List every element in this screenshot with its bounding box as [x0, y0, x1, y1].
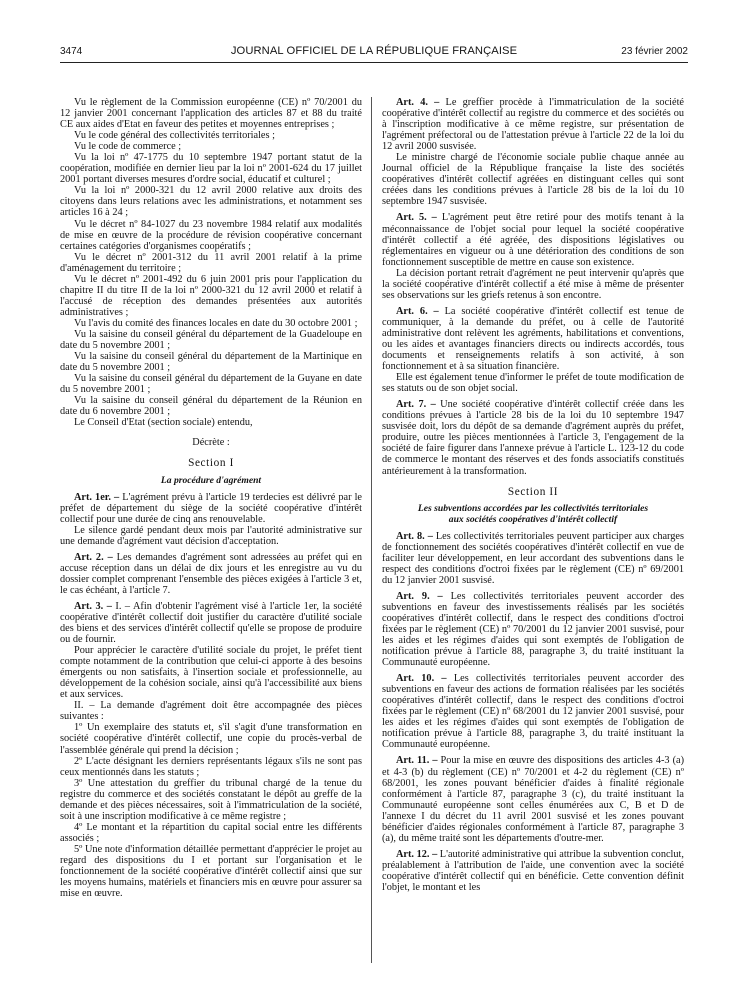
paragraph: Le ministre chargé de l'économie sociale publie chaque année au Journal officiel de la République française la liste des sociétés coopératives d'intérêt collectif agréées en distinguant celles qui sont créées dans les conditions prévues à l'article 28 bis de la loi du 10 septembre 1947 susvisée. [382, 152, 684, 208]
article-6 [382, 306, 684, 372]
article-7 [382, 399, 684, 476]
article-text: L'agrément prévu à l'article 19 terdecies est délivré par le préfet de département du siège de la société coopérative d'intérêt collectif pour une durée de cinq ans renouvelable. [60, 491, 362, 525]
paragraph: 2º L'acte désignant les derniers représentants légaux s'ils ne sont pas ceux mentionnés dans les statuts ; [60, 755, 362, 778]
article-label: Art. 1er. – [74, 491, 120, 503]
paragraph: 1º Un exemplaire des statuts et, s'il s'agit d'une transformation en société coopérative d'intérêt collectif, une copie du procès-verbal de l'assemblée générale qui prend la décision ; [60, 722, 362, 756]
section-title [382, 503, 684, 525]
paragraph: La décision portant retrait d'agrément ne peut intervenir qu'après que la société coopérative d'intérêt collectif a été mise à même de présenter ses observations sur les griefs retenus à son encontre. [382, 267, 684, 301]
article-label: Art. 7. – [396, 399, 436, 411]
section-heading: Section II [507, 485, 559, 498]
visas-list [60, 97, 362, 428]
article-label: Art. 11. – [396, 755, 438, 767]
visa: Vu la loi nº 2000-321 du 12 avril 2000 relative aux droits des citoyens dans leurs relations avec les administrations, et notamment ses articles 16 à 24 ; [60, 185, 362, 219]
journal-title: JOURNAL OFFICIEL DE LA RÉPUBLIQUE FRANÇAISE [230, 45, 518, 57]
article-8 [382, 531, 684, 586]
article-text: Les collectivités territoriales peuvent accorder des subventions en faveur des actions de formation réalisées par les sociétés coopératives d'intérêt collectif, dans le respect des conditions d'octroi fixées par le règlement (CE) nº 68/2001 du 12 janvier 2001 susvisé, pour les aides et les régimes d'aides qui sont exemptés de l'obligation de notification prévue à l'article 88, paragraphe 3, du traité instituant la Communauté européenne. [382, 673, 684, 751]
article-text: Les collectivités territoriales peuvent accorder des subventions en faveur des investissements réalisés par les sociétés coopératives d'intérêt collectif, dans le respect des conditions d'octroi fixées par le règlement (CE) nº 70/2001 du 12 janvier 2001 susvisé, pour les aides et les régimes d'aides qui sont exemptés de l'obligation de notification prévue à l'article 88, paragraphe 3, du traité instituant la Communauté européenne. [382, 590, 684, 669]
article-label: Art. 10. – [396, 673, 447, 685]
article-label: Art. 3. – [74, 600, 112, 612]
paragraph: 5º Une note d'information détaillée permettant d'apprécier le projet au regard des dispositions du I et portant sur l'organisation et le fonctionnement de la société coopérative d'intérêt collectif ainsi que sur les moyens humains, matériels et financiers mis en œuvre pour assurer sa mise en œuvre. [60, 843, 362, 900]
visa: Vu le code de commerce ; [74, 141, 182, 153]
visa: Vu le décret nº 2001-312 du 11 avril 2001 relatif à la prime d'aménagement du territoire ; [60, 251, 362, 274]
visa: Vu le règlement de la Commission européenne (CE) nº 70/2001 du 12 janvier 2001 concernant l'application des articles 87 et 88 du traité CE aux aides d'Etat en faveur des petites et moyennes entreprises ; [60, 97, 362, 131]
page-header [60, 36, 688, 63]
visa: Vu la saisine du conseil général du département de la Guyane en date du 5 novembre 2001 ; [60, 373, 362, 396]
issue-date: 23 février 2002 [621, 46, 688, 57]
section-title-line: aux sociétés coopératives d'intérêt collectif [448, 513, 618, 525]
paragraph: Pour apprécier le caractère d'utilité sociale du projet, le préfet tient compte notamment de la contribution que celui-ci apporte à des besoins émergents ou non satisfaits, à l'insertion sociale et professionnelle, au développement de la cohésion sociale, ainsi qu'à l'accessibilité aux biens et aux services. [60, 645, 362, 701]
article-label: Art. 12. – [396, 848, 438, 860]
paragraph: 3º Une attestation du greffier du tribunal chargé de la tenue du registre du commerce et des sociétés constatant le dépôt au greffe de la demande et des pièces nécessaires, soit à l'immatriculation de la société, soit à une inscription modificative à ce même registre ; [60, 777, 362, 822]
visa: Vu la saisine du conseil général du département de la Guadeloupe en date du 5 novembre 2001 ; [60, 328, 362, 352]
right-column [382, 97, 684, 893]
article-text: Les collectivités territoriales peuvent participer aux charges de fonctionnement des sociétés coopératives d'intérêt collectif en vue de faciliter leur développement, en leur accordant des subventions dans le respect des conditions d'octroi fixées par le règlement (CE) nº 69/2001 du 12 janvier 2001 susvisé. [382, 530, 685, 586]
section-title: La procédure d'agrément [160, 474, 262, 486]
article-2 [60, 552, 362, 596]
visa: Vu le décret nº 84-1027 du 23 novembre 1984 relatif aux modalités de mise en œuvre de la procédure de révision coopérative concernant certaines catégories d'organismes coopératifs ; [60, 218, 362, 252]
article-text: Les demandes d'agrément sont adressées au préfet qui en accuse réception dans un délai de dix jours et les enregistre au vu du dossier complet comprenant l'ensemble des pièces exigées à l'article 3 et, le cas échéant, à l'article 7. [60, 551, 363, 596]
page-number: 3474 [60, 46, 83, 57]
article-label: Art. 6. – [396, 305, 439, 317]
article-label: Art. 2. – [74, 551, 113, 563]
article-label: Art. 9. – [396, 590, 443, 602]
column-divider [371, 97, 372, 963]
article-label: Art. 5. – [396, 212, 437, 224]
article-5 [382, 212, 684, 267]
article-12 [382, 849, 684, 893]
article-9 [382, 591, 684, 668]
decrete: Décrète : [192, 437, 230, 449]
article-text: La société coopérative d'intérêt collectif est tenue de communiquer, à la demande du préfet, ou à celle de l'autorité administrative dont relèvent les agréments, habilitations et conventions, ou les aides et avantages financiers directs ou indirects accordés, tous documents et renseignements relatifs à son activité, à son fonctionnement et à sa situation financière. [382, 305, 685, 373]
visa: Vu l'avis du comité des finances locales en date du 30 octobre 2001 ; [74, 317, 358, 329]
article-10 [382, 673, 684, 750]
article-text: I. – Afin d'obtenir l'agrément visé à l'article 1er, la société coopérative d'intérêt collectif doit justifier du caractère d'utilité sociale des biens et des services d'intérêt collectif qu'elle se propose de produire ou de fournir. [60, 600, 363, 646]
left-column [60, 97, 362, 899]
article-4 [382, 97, 684, 152]
article-text: Le greffier procède à l'immatriculation de la société coopérative d'intérêt collectif au registre du commerce et des sociétés ou à l'inscription modificative à ce même registre, sur présentation de l'agrément préfectoral ou de l'attestation prévue à l'article 22 de la loi du 12 avril 2000 susvisée. [382, 97, 685, 153]
section-heading: Section I [188, 457, 234, 470]
paragraph: II. – La demande d'agrément doit être accompagnée des pièces suivantes : [60, 700, 362, 723]
article-text: Une société coopérative d'intérêt collectif créée dans les conditions prévues à l'article 28 bis de la loi du 10 septembre 1947 susvisée doit, lors du dépôt de sa demande d'agrément auprès du préfet, produire, outre les pièces mentionnées à l'article 3, l'engagement de la société de faire figurer dans l'annexe prévue à l'article L. 123-12 du code de commerce le montant des réserves et des fonds associatifs constitués antérieurement à la transformation. [382, 399, 685, 477]
article-11 [382, 755, 684, 843]
article-1 [60, 492, 362, 525]
visa: Vu la saisine du conseil général du département de la Réunion en date du 6 novembre 2001 ; [60, 395, 362, 418]
article-text: L'autorité administrative qui attribue la subvention conclut, préalablement à l'attribution de l'aide, une convention avec la société coopérative d'intérêt collectif qui en bénéficie. Cette convention définit l'objet, le montant et les [382, 848, 684, 893]
article-label: Art. 4. – [396, 97, 440, 108]
visa: Vu la loi nº 47-1775 du 10 septembre 1947 portant statut de la coopération, modifiée en dernier lieu par la loi nº 2001-624 du 17 juillet 2001 portant diverses mesures d'ordre social, éducatif et culturel ; [60, 152, 362, 186]
paragraph: Le silence gardé pendant deux mois par l'autorité administrative sur une demande d'agrément vaut décision d'acceptation. [60, 524, 362, 547]
paragraph: 4º Le montant et la répartition du capital social entre les différents associés ; [60, 821, 362, 844]
article-label: Art. 8. – [396, 530, 433, 542]
article-text: Pour la mise en œuvre des dispositions des articles 4-3 (a) et 4-3 (b) du règlement (CE) nº 70/2001 et 4-2 du règlement (CE) nº 68/2001, les zones pouvant bénéficier d'aides à finalité régionale conformément à l'article 87, paragraphe 3 (c), du traité instituant la Communauté européenne sont celles énumérées aux C, B et D de l'annexe I du décret du 11 avril 2001 susvisé et les zones pouvant bénéficier d'aides régionales conformément à l'article 87, paragraphe 3 (a), du même traité sont les départements d'outre-mer. [382, 755, 685, 844]
visa: Vu la saisine du conseil général du département de la Martinique en date du 5 novembre 2001 ; [60, 351, 362, 374]
visa: Vu le code général des collectivités territoriales ; [74, 130, 275, 142]
paragraph: Elle est également tenue d'informer le préfet de toute modification de ses statuts ou de son objet social. [382, 372, 684, 395]
article-text: L'agrément peut être retiré pour des motifs tenant à la méconnaissance de l'objet social pour lequel la société coopérative d'intérêt collectif a été agréée, des dispositions législatives ou réglementaires en vigueur ou à une détérioration des conditions de son fonctionnement susceptible de mettre en cause son existence. [382, 212, 685, 268]
section-title-line: Les subventions accordées par les collectivités territoriales [417, 502, 649, 514]
visa: Le Conseil d'Etat (section sociale) entendu, [74, 417, 253, 429]
article-3 [60, 601, 362, 645]
visa: Vu le décret nº 2001-492 du 6 juin 2001 pris pour l'application du chapitre II du titre II de la loi nº 2000-321 du 12 avril 2000 et relatif à l'accusé de réception des demandes présentées aux autorités administratives ; [60, 273, 362, 318]
